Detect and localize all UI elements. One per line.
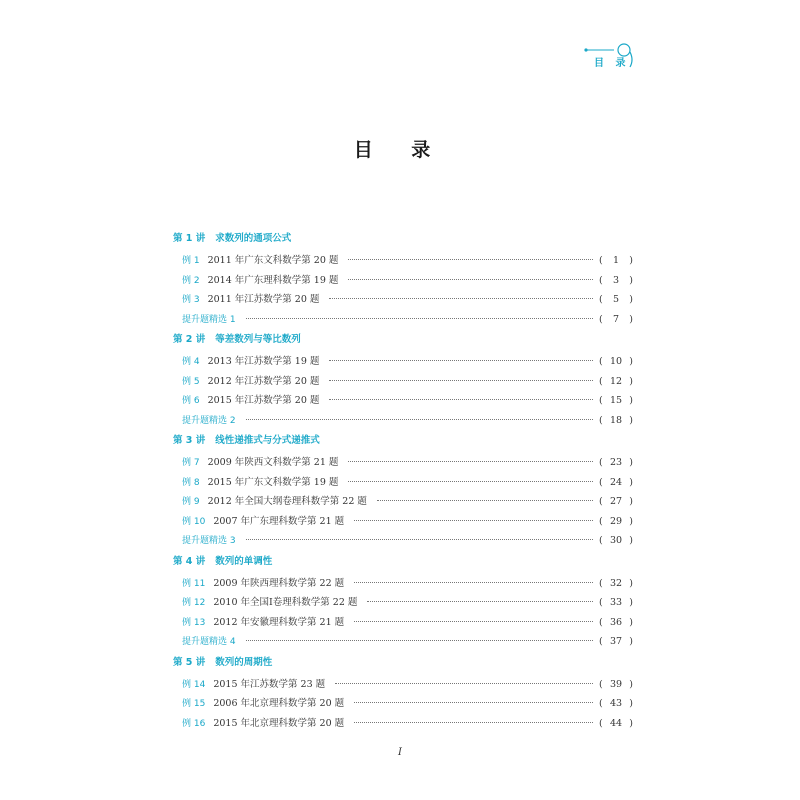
lecture-title: 数列的周期性 xyxy=(215,656,273,668)
close-paren: ) xyxy=(629,476,633,488)
dot-leader xyxy=(246,419,593,420)
page-reference xyxy=(599,512,633,532)
open-paren: ( xyxy=(599,636,603,647)
example-label: 例 15 xyxy=(182,699,206,709)
close-paren: ) xyxy=(629,535,633,546)
example-label: 例 6 xyxy=(182,396,200,406)
page-reference xyxy=(599,613,633,633)
close-paren: ) xyxy=(629,255,633,266)
open-paren: ( xyxy=(599,414,603,426)
entry-title: 2013 年江苏数学第 19 题 xyxy=(207,356,320,367)
open-paren: ( xyxy=(599,395,603,406)
page-reference xyxy=(599,310,633,330)
entry-title: 2012 年全国大纲卷理科数学第 22 题 xyxy=(207,496,367,507)
page-reference xyxy=(599,372,633,392)
table-of-contents xyxy=(173,228,633,733)
close-paren: ) xyxy=(629,395,633,406)
entry-page: 32 xyxy=(609,577,623,589)
entry-title: 2015 年江苏数学第 23 题 xyxy=(213,678,326,690)
dot-leader xyxy=(354,621,593,622)
entry-title: 提升题精选 3 xyxy=(182,536,236,546)
lecture-heading[interactable] xyxy=(173,654,633,672)
page-reference xyxy=(599,271,633,291)
entry-page: 30 xyxy=(609,535,623,546)
dot-leader xyxy=(246,318,593,319)
open-paren: ( xyxy=(599,678,603,690)
open-paren: ( xyxy=(599,496,603,507)
toc-entry-practice[interactable] xyxy=(173,310,633,330)
page-reference xyxy=(599,694,633,714)
toc-entry[interactable] xyxy=(173,714,633,734)
close-paren: ) xyxy=(629,274,633,286)
page-number: I xyxy=(398,747,402,758)
dot-leader xyxy=(246,539,593,540)
close-paren: ) xyxy=(629,356,633,367)
entry-page: 43 xyxy=(609,698,623,709)
toc-entry[interactable] xyxy=(173,372,633,392)
lecture-title: 线性递推式与分式递推式 xyxy=(215,435,320,446)
entry-page: 1 xyxy=(612,255,620,266)
open-paren: ( xyxy=(599,616,603,628)
page-reference xyxy=(599,391,633,411)
dot-leader xyxy=(348,461,593,462)
entry-page: 7 xyxy=(612,313,620,325)
dot-leader xyxy=(354,582,593,583)
toc-entry[interactable] xyxy=(173,453,633,473)
entry-title: 提升题精选 1 xyxy=(182,314,236,325)
lecture-heading[interactable] xyxy=(173,432,633,450)
lecture-number: 第 3 讲 xyxy=(173,435,206,446)
page-reference xyxy=(599,574,633,594)
toc-entry[interactable] xyxy=(173,492,633,512)
entry-page: 10 xyxy=(609,356,623,367)
lecture-title: 数列的单调性 xyxy=(215,555,273,567)
toc-entry-practice[interactable] xyxy=(173,531,633,551)
entry-title: 2010 年全国Ⅰ卷理科数学第 22 题 xyxy=(213,597,358,608)
open-paren: ( xyxy=(599,577,603,589)
open-paren: ( xyxy=(599,356,603,367)
close-paren: ) xyxy=(629,313,633,325)
entry-title: 2007 年广东理科数学第 21 题 xyxy=(213,515,345,527)
close-paren: ) xyxy=(629,414,633,426)
page-reference xyxy=(599,411,633,431)
dot-leader xyxy=(377,500,593,501)
close-paren: ) xyxy=(629,457,633,468)
toc-entry[interactable] xyxy=(173,512,633,532)
example-label: 例 2 xyxy=(182,275,200,286)
dot-leader xyxy=(246,640,593,641)
example-label: 例 14 xyxy=(182,679,206,690)
open-paren: ( xyxy=(599,274,603,286)
toc-entry[interactable] xyxy=(173,391,633,411)
entry-page: 44 xyxy=(609,717,623,729)
open-paren: ( xyxy=(599,476,603,488)
page-reference xyxy=(599,492,633,512)
page-reference xyxy=(599,632,633,652)
entry-title: 2012 年江苏数学第 20 题 xyxy=(207,375,320,387)
entry-page: 5 xyxy=(612,294,620,305)
entry-page: 18 xyxy=(609,414,623,426)
dot-leader xyxy=(348,259,593,260)
entry-page: 23 xyxy=(609,457,623,468)
page-reference xyxy=(599,473,633,493)
open-paren: ( xyxy=(599,597,603,608)
close-paren: ) xyxy=(629,496,633,507)
example-label: 例 4 xyxy=(182,357,200,367)
toc-entry-practice[interactable] xyxy=(173,632,633,652)
example-label: 例 3 xyxy=(182,295,200,305)
toc-entry[interactable] xyxy=(173,251,633,271)
lecture-title: 求数列的通项公式 xyxy=(215,233,292,244)
open-paren: ( xyxy=(599,375,603,387)
entry-title: 2015 年江苏数学第 20 题 xyxy=(207,395,320,406)
entry-title: 2009 年陕西文科数学第 21 题 xyxy=(207,457,339,468)
example-label: 例 9 xyxy=(182,497,200,507)
close-paren: ) xyxy=(629,294,633,305)
page-reference xyxy=(599,290,633,310)
example-label: 例 1 xyxy=(182,256,200,266)
lecture-heading[interactable] xyxy=(173,553,633,571)
toc-entry[interactable] xyxy=(173,593,633,613)
page-reference xyxy=(599,453,633,473)
lecture-number: 第 2 讲 xyxy=(173,334,206,345)
example-label: 例 12 xyxy=(182,598,206,608)
dot-leader xyxy=(335,683,593,684)
close-paren: ) xyxy=(629,717,633,729)
dot-leader xyxy=(367,601,593,602)
close-paren: ) xyxy=(629,678,633,690)
close-paren: ) xyxy=(629,616,633,628)
open-paren: ( xyxy=(599,457,603,468)
page-reference xyxy=(599,675,633,695)
close-paren: ) xyxy=(629,636,633,647)
open-paren: ( xyxy=(599,255,603,266)
example-label: 例 11 xyxy=(182,578,206,589)
lecture-heading[interactable] xyxy=(173,331,633,349)
close-paren: ) xyxy=(629,515,633,527)
entry-page: 12 xyxy=(609,375,623,387)
dot-leader xyxy=(348,481,593,482)
page-reference xyxy=(599,251,633,271)
toc-entry[interactable] xyxy=(173,271,633,291)
open-paren: ( xyxy=(599,313,603,325)
open-paren: ( xyxy=(599,294,603,305)
example-label: 例 5 xyxy=(182,376,200,387)
open-paren: ( xyxy=(599,535,603,546)
entry-title: 2009 年陕西理科数学第 22 题 xyxy=(213,577,345,589)
page-title: 目 录 xyxy=(353,139,447,161)
dot-leader xyxy=(354,520,593,521)
page-reference xyxy=(599,352,633,372)
entry-page: 24 xyxy=(609,476,623,488)
dot-leader xyxy=(329,380,593,381)
entry-title: 2006 年北京理科数学第 20 题 xyxy=(213,698,345,709)
lecture-number: 第 1 讲 xyxy=(173,233,206,244)
entry-title: 2015 年北京理科数学第 20 题 xyxy=(213,717,345,729)
entry-page: 29 xyxy=(609,515,623,527)
example-label: 例 10 xyxy=(182,516,206,527)
entry-page: 36 xyxy=(609,616,623,628)
entry-page: 37 xyxy=(609,636,623,647)
page-reference xyxy=(599,593,633,613)
toc-entry[interactable] xyxy=(173,675,633,695)
lecture-heading[interactable] xyxy=(173,230,633,248)
entry-title: 2014 年广东理科数学第 19 题 xyxy=(207,274,339,286)
close-paren: ) xyxy=(629,375,633,387)
toc-entry[interactable] xyxy=(173,613,633,633)
open-paren: ( xyxy=(599,717,603,729)
entry-page: 39 xyxy=(609,678,623,690)
entry-page: 27 xyxy=(609,496,623,507)
header-label: 目 录 xyxy=(594,58,630,69)
lecture-number: 第 5 讲 xyxy=(173,656,206,668)
entry-page: 33 xyxy=(609,597,623,608)
lecture-number: 第 4 讲 xyxy=(173,555,206,567)
entry-title: 2015 年广东文科数学第 19 题 xyxy=(207,476,339,488)
toc-entry[interactable] xyxy=(173,694,633,714)
dot-leader xyxy=(348,279,593,280)
page-reference xyxy=(599,714,633,734)
dot-leader xyxy=(329,360,593,361)
lecture-title: 等差数列与等比数列 xyxy=(215,334,301,345)
toc-entry-practice[interactable] xyxy=(173,411,633,431)
dot-leader xyxy=(329,298,593,299)
example-label: 例 13 xyxy=(182,617,206,628)
toc-entry[interactable] xyxy=(173,473,633,493)
open-paren: ( xyxy=(599,515,603,527)
dot-leader xyxy=(354,722,593,723)
dot-leader xyxy=(354,702,593,703)
entry-title: 2011 年广东文科数学第 20 题 xyxy=(207,255,339,266)
close-paren: ) xyxy=(629,597,633,608)
example-label: 例 7 xyxy=(182,458,200,468)
open-paren: ( xyxy=(599,698,603,709)
toc-entry[interactable] xyxy=(173,574,633,594)
entry-title: 2011 年江苏数学第 20 题 xyxy=(207,294,320,305)
dot-leader xyxy=(329,399,593,400)
page-reference xyxy=(599,531,633,551)
close-paren: ) xyxy=(629,698,633,709)
example-label: 例 16 xyxy=(182,718,206,729)
header-badge xyxy=(584,40,636,70)
entry-title: 提升题精选 4 xyxy=(182,637,236,647)
close-paren: ) xyxy=(629,577,633,589)
entry-page: 15 xyxy=(609,395,623,406)
entry-title: 提升题精选 2 xyxy=(182,415,236,426)
entry-page: 3 xyxy=(612,274,620,286)
toc-entry[interactable] xyxy=(173,290,633,310)
toc-entry[interactable] xyxy=(173,352,633,372)
example-label: 例 8 xyxy=(182,477,200,488)
entry-title: 2012 年安徽理科数学第 21 题 xyxy=(213,616,345,628)
